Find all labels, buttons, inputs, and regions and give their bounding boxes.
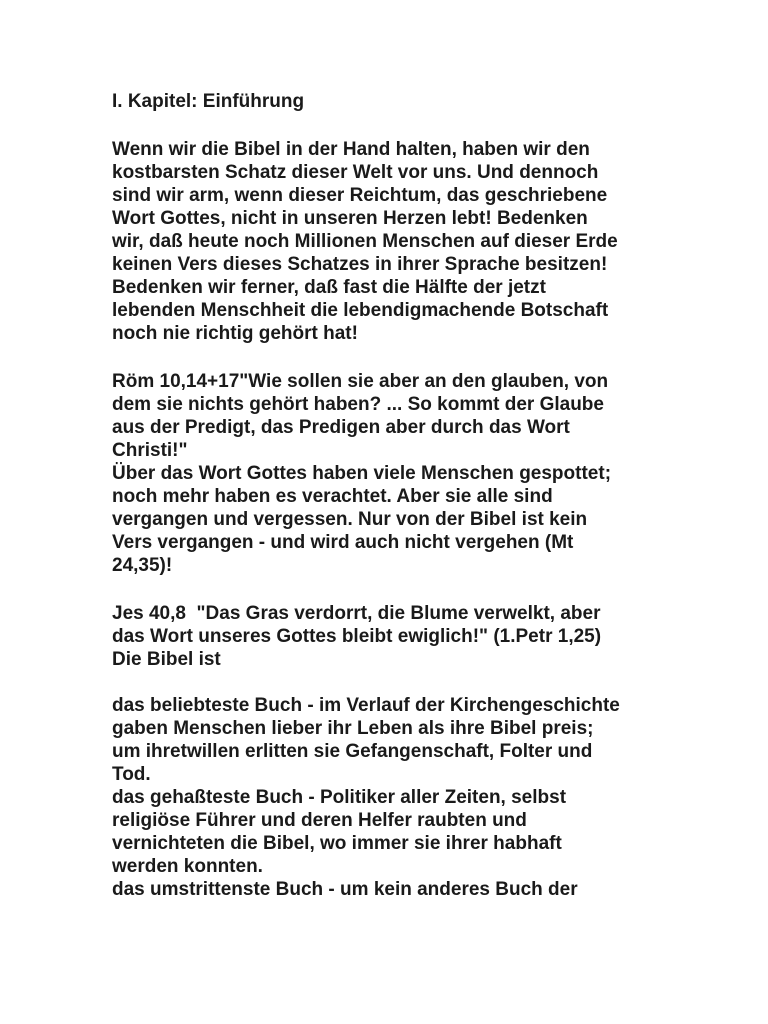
text-line: 24,35)! (112, 555, 173, 576)
text-line: vernichteten die Bibel, wo immer sie ihrer habhaft (112, 833, 562, 854)
text-line: Wort Gottes, nicht in unseren Herzen lebt! Bedenken (112, 208, 588, 229)
text-line: aus der Predigt, das Predigen aber durch das Wort (112, 417, 570, 438)
text-line: Tod. (112, 764, 151, 785)
text-line: vergangen und vergessen. Nur von der Bibel ist kein (112, 509, 588, 530)
text-line: wir, daß heute noch Millionen Menschen auf dieser Erde (112, 231, 618, 252)
text-line: noch nie richtig gehört hat! (112, 323, 358, 344)
text-line: Jes 40,8 "Das Gras verdorrt, die Blume verwelkt, aber (112, 603, 601, 624)
text-line: sind wir arm, wenn dieser Reichtum, das geschriebene (112, 185, 608, 206)
text-line: Christi!" (112, 440, 188, 461)
text-line: um ihretwillen erlitten sie Gefangenschaft, Folter und (112, 741, 593, 762)
text-line: Wenn wir die Bibel in der Hand halten, haben wir den (112, 139, 590, 160)
text-line: Über das Wort Gottes haben viele Menschen gespottet; (112, 463, 612, 484)
text-line: das Wort unseres Gottes bleibt ewiglich!" (1.Petr 1,25) (112, 626, 602, 647)
text-line: kostbarsten Schatz dieser Welt vor uns. Und dennoch (112, 162, 599, 183)
text-line: werden konnten. (112, 856, 263, 877)
text-line: Vers vergangen - und wird auch nicht vergehen (Mt (112, 532, 574, 553)
chapter-heading: I. Kapitel: Einführung (112, 91, 305, 112)
text-line: lebenden Menschheit die lebendigmachende Botschaft (112, 300, 609, 321)
text-line: keinen Vers dieses Schatzes in ihrer Sprache besitzen! (112, 254, 608, 275)
text-line: das gehaßteste Buch - Politiker aller Zeiten, selbst (112, 787, 567, 808)
text-line: religiöse Führer und deren Helfer raubten und (112, 810, 527, 831)
text-line: dem sie nichts gehört haben? ... So kommt der Glaube (112, 394, 604, 415)
text-line: Die Bibel ist (112, 649, 221, 670)
text-line: Röm 10,14+17"Wie sollen sie aber an den glauben, von (112, 371, 609, 392)
text-line: noch mehr haben es verachtet. Aber sie alle sind (112, 486, 553, 507)
text-line: das umstrittenste Buch - um kein anderes Buch der (112, 879, 578, 900)
text-line: Bedenken wir ferner, daß fast die Hälfte der jetzt (112, 277, 546, 298)
text-line: das beliebteste Buch - im Verlauf der Kirchengeschichte (112, 695, 620, 716)
text-line: gaben Menschen lieber ihr Leben als ihre Bibel preis; (112, 718, 594, 739)
